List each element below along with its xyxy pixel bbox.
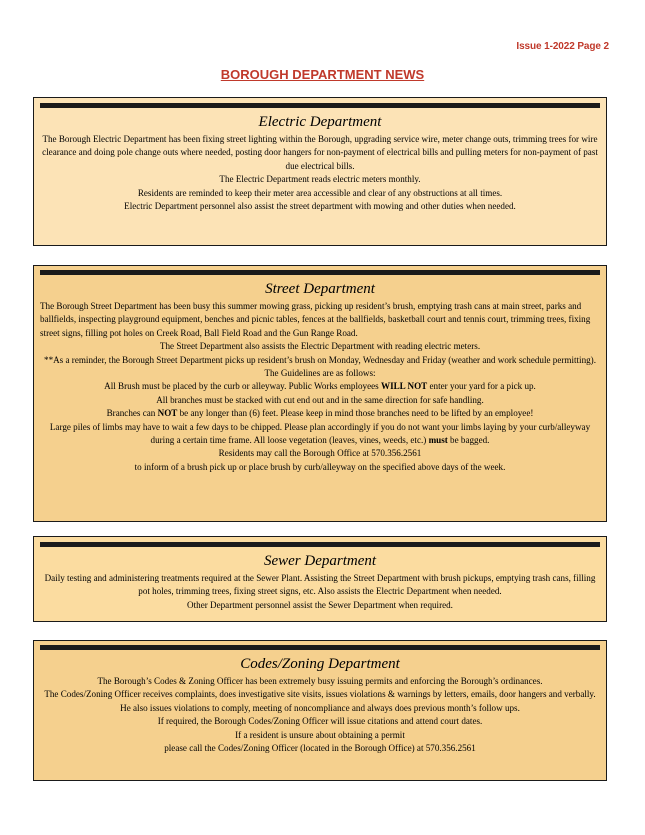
box-divider-bar xyxy=(40,270,600,275)
electric-paragraph-2: The Electric Department reads electric meters monthly. xyxy=(219,174,421,185)
sewer-paragraph-2: Other Department personnel assist the Sewer Department when required. xyxy=(187,599,453,610)
street-title: Street Department xyxy=(265,281,375,297)
electric-title: Electric Department xyxy=(258,114,382,130)
codes-paragraph-1: The Borough’s Codes & Zoning Officer has been extremely busy issuing permits and enforcing the Borough’s ordinances. xyxy=(97,676,543,686)
street-department-box xyxy=(33,265,607,522)
street-paragraph-2: The Street Department also assists the Electric Department with reading electric meters. xyxy=(159,341,481,352)
street-contact-purpose: to inform of a brush pick up or place brush by curb/alleyway on the specified above days of the week. xyxy=(134,461,506,472)
codes-paragraph-3: He also issues violations to comply, meeting of noncompliance and always does previous month’s follow ups. xyxy=(120,702,520,713)
codes-zoning-department-box xyxy=(33,640,607,781)
codes-paragraph-6: please call the Codes/Zoning Officer (located in the Borough Office) at 570.356.2561 xyxy=(164,743,476,754)
page-title: BOROUGH DEPARTMENT NEWS xyxy=(220,67,425,82)
issue-page-label: Issue 1-2022 Page 2 xyxy=(516,41,609,52)
street-paragraph-1: The Borough Street Department has been busy this summer mowing grass, picking up resident’s brush, emptying trash cans at main street, parks and ballfields, inspecting playground equipment, benches and picnic tables, fences at the ballfields, basketball court and tennis court, trimming trees, fixing street signs, filling pot holes on Creek Road, Ball Field Road and the Gun Range Road. xyxy=(40,301,591,338)
codes-paragraph-2: The Codes/Zoning Officer receives complaints, does investigative site visits, issues violations & warnings by letters, emails, door hangers and verbally. xyxy=(44,689,596,700)
box-divider-bar xyxy=(40,542,600,547)
codes-paragraph-5: If a resident is unsure about obtaining a permit xyxy=(235,729,405,740)
sewer-paragraph-1: Daily testing and administering treatments required at the Sewer Plant. Assisting the Street Department with brush pickups, emptying trash cans, filling pot holes, trimming trees, fixing street signs, etc. Also assists the Electric Department when needed. xyxy=(44,573,596,597)
sewer-department-box xyxy=(33,536,607,622)
electric-paragraph-4: Electric Department personnel also assist the street department with mowing and other duties when needed. xyxy=(124,201,516,212)
box-divider-bar xyxy=(40,645,600,650)
street-guideline-stacking: All branches must be stacked with cut end out and in the same direction for safe handling. xyxy=(156,394,484,405)
street-guidelines-heading: The Guidelines are as follows: xyxy=(264,368,376,379)
street-contact-line: Residents may call the Borough Office at 570.356.2561 xyxy=(218,448,422,459)
codes-title: Codes/Zoning Department xyxy=(240,656,400,672)
street-guideline-length: Branches can NOT be any longer than (6) feet. Please keep in mind those branches need to be lifted by an employee! xyxy=(106,408,534,419)
codes-paragraph-4: If required, the Borough Codes/Zoning Officer will issue citations and attend court dates. xyxy=(157,716,483,727)
electric-paragraph-1: The Borough Electric Department has been fixing street lighting within the Borough, upgrading service wire, meter change outs, trimming trees for wire clearance and doing pole change outs where needed, posting door hangers for non-payment of electrical bills and pulling meters for non-payment of past due electrical bills. xyxy=(42,134,598,171)
box-divider-bar xyxy=(40,103,600,108)
sewer-title: Sewer Department xyxy=(263,553,377,569)
street-guideline-curb: All Brush must be placed by the curb or alleyway. Public Works employees WILL NOT enter your yard for a pick up. xyxy=(104,381,536,392)
electric-paragraph-3: Residents are reminded to keep their meter area accessible and clear of any obstructions at all times. xyxy=(137,187,503,198)
electric-department-box xyxy=(33,97,607,246)
street-paragraph-3: **As a reminder, the Borough Street Department picks up resident’s brush on Monday, Wednesday and Friday (weather and work schedule permitting). xyxy=(44,354,596,365)
street-guideline-piles: Large piles of limbs may have to wait a few days to be chipped. Please plan accordingly if you do not want your limbs laying by your curb/alleyway during a certain time frame. All loose vegetation (leaves, vines, weeds, etc.) must be bagged. xyxy=(49,421,591,446)
